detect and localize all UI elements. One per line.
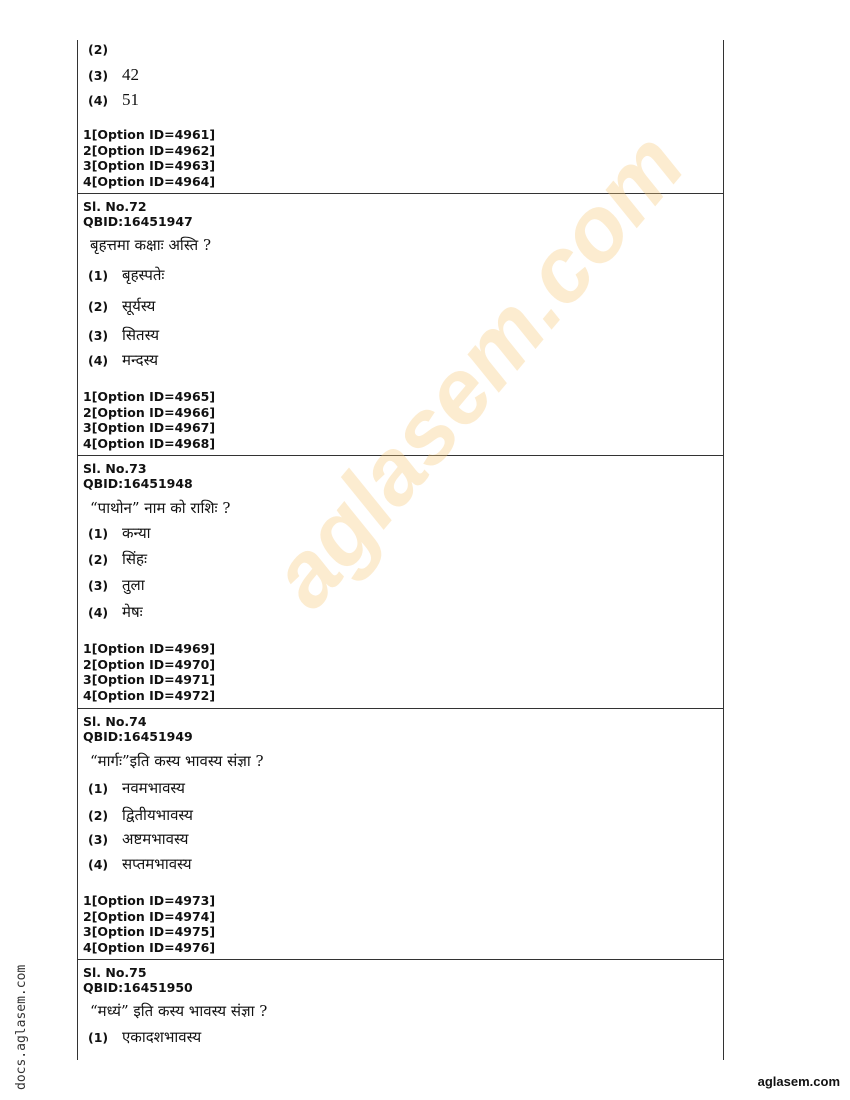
- option-text: तुला: [122, 576, 145, 594]
- option-row: [88, 265, 164, 285]
- footer-brand: aglasem.com: [757, 1074, 840, 1089]
- question-text: “मध्यं” इति कस्य भावस्य संज्ञा ?: [90, 1002, 268, 1020]
- option-row: [88, 90, 139, 110]
- option-row: [88, 325, 159, 345]
- option-number: (1): [88, 268, 109, 283]
- question-paper-frame: [77, 40, 724, 1060]
- option-id: 2[Option ID=4966]: [83, 404, 216, 420]
- option-id: 2[Option ID=4962]: [83, 142, 216, 158]
- serial-number: Sl. No.72: [83, 199, 147, 214]
- question-block-72: [78, 193, 723, 456]
- option-text: एकादशभावस्य: [122, 1028, 202, 1046]
- option-row: [88, 854, 192, 874]
- option-row: [88, 602, 143, 622]
- option-row: [88, 523, 151, 543]
- option-number: (3): [88, 832, 109, 847]
- option-row: [88, 778, 185, 798]
- option-row: [88, 42, 122, 57]
- option-text: मेषः: [122, 603, 143, 621]
- option-number: (3): [88, 328, 109, 343]
- option-number: (4): [88, 857, 109, 872]
- question-block-73: [78, 456, 723, 709]
- option-id: 1[Option ID=4965]: [83, 389, 216, 404]
- option-id: 3[Option ID=4971]: [83, 672, 216, 688]
- option-id: 1[Option ID=4961]: [83, 127, 216, 142]
- option-id: 1[Option ID=4969]: [83, 641, 216, 656]
- serial-number: Sl. No.74: [83, 714, 147, 729]
- option-number: (1): [88, 526, 109, 541]
- option-text: 51: [122, 90, 139, 109]
- option-id: 3[Option ID=4963]: [83, 158, 216, 174]
- option-id: 3[Option ID=4967]: [83, 420, 216, 436]
- option-id: 4[Option ID=4976]: [83, 940, 216, 956]
- option-number: (4): [88, 353, 109, 368]
- question-block-71-continued: [78, 40, 723, 194]
- option-id: 4[Option ID=4968]: [83, 436, 216, 452]
- option-row: [88, 829, 189, 849]
- option-id: 4[Option ID=4972]: [83, 688, 216, 704]
- watermark-logo: aglasem.com: [250, 114, 704, 627]
- option-number: (2): [88, 808, 109, 823]
- option-text: सिंहः: [122, 550, 148, 568]
- option-id: 3[Option ID=4975]: [83, 924, 216, 940]
- qbid: QBID:16451948: [83, 476, 193, 491]
- question-text: “मार्गः”इति कस्य भावस्य संज्ञा ?: [90, 752, 264, 770]
- option-text: सप्तमभावस्य: [122, 855, 192, 873]
- serial-number: Sl. No.73: [83, 461, 147, 476]
- option-text: अष्टमभावस्य: [122, 830, 189, 848]
- qbid: QBID:16451949: [83, 729, 193, 744]
- option-text: सितस्य: [122, 326, 160, 344]
- option-text: कन्या: [122, 524, 151, 542]
- option-row: [88, 350, 158, 370]
- option-text: बृहस्पतेः: [122, 266, 165, 284]
- option-row: [88, 296, 155, 316]
- option-text: 42: [122, 65, 139, 84]
- option-id: 1[Option ID=4973]: [83, 893, 216, 908]
- option-number: (2): [88, 42, 109, 57]
- question-text: “पाथोन” नाम को राशिः ?: [90, 499, 231, 517]
- option-id-list: [83, 127, 215, 190]
- option-id-list: [83, 641, 215, 704]
- option-id: 2[Option ID=4970]: [83, 656, 216, 672]
- option-id: 4[Option ID=4964]: [83, 174, 216, 190]
- question-block-75: [78, 959, 723, 1060]
- question-block-74: [78, 708, 723, 960]
- option-number: (4): [88, 93, 109, 108]
- option-text: सूर्यस्य: [122, 297, 156, 315]
- option-id-list: [83, 389, 215, 452]
- question-meta: [83, 199, 193, 229]
- question-text: बृहत्तमा कक्षाः अस्ति ?: [90, 236, 212, 254]
- question-meta: [83, 714, 193, 744]
- option-row: [88, 805, 193, 825]
- option-text: नवमभावस्य: [122, 779, 185, 797]
- option-row: [88, 65, 139, 85]
- option-text: द्वितीयभावस्य: [122, 806, 193, 824]
- option-number: (4): [88, 605, 109, 620]
- option-row: [88, 575, 145, 595]
- option-number: (3): [88, 68, 109, 83]
- side-url-text: docs.aglasem.com: [14, 964, 29, 1090]
- qbid: QBID:16451947: [83, 214, 193, 229]
- option-number: (2): [88, 299, 109, 314]
- option-row: [88, 549, 147, 569]
- option-number: (3): [88, 578, 109, 593]
- option-number: (1): [88, 1030, 109, 1045]
- serial-number: Sl. No.75: [83, 965, 147, 980]
- question-meta: [83, 965, 193, 995]
- option-id: 2[Option ID=4974]: [83, 908, 216, 924]
- option-number: (2): [88, 552, 109, 567]
- option-number: (1): [88, 781, 109, 796]
- option-id-list: [83, 893, 215, 956]
- question-meta: [83, 461, 193, 491]
- qbid: QBID:16451950: [83, 980, 193, 995]
- option-text: मन्दस्य: [122, 351, 159, 369]
- option-row: [88, 1027, 201, 1047]
